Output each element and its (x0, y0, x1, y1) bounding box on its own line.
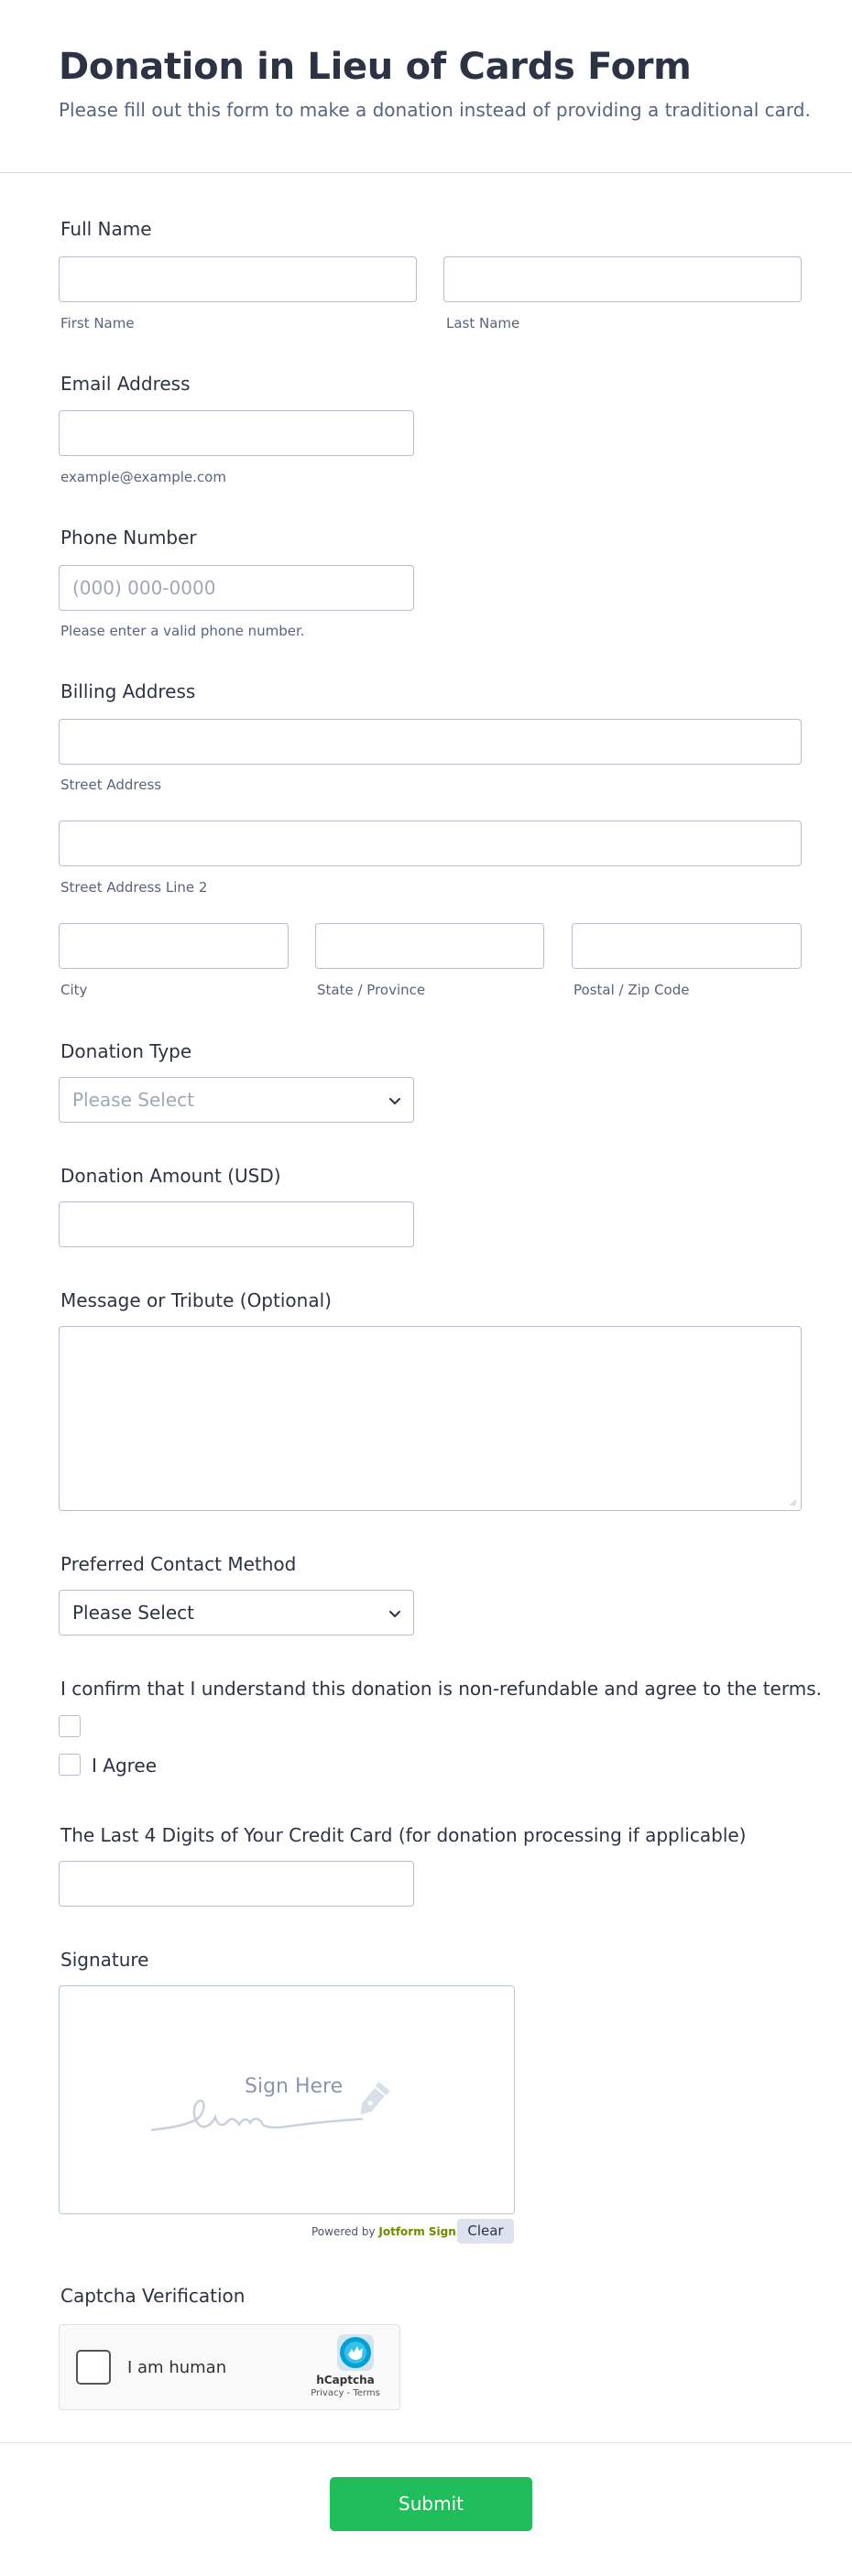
message-textarea[interactable] (59, 1326, 802, 1511)
email-sublabel: example@example.com (60, 469, 226, 485)
form-header (0, 0, 852, 173)
clear-signature-button[interactable]: Clear (457, 2219, 514, 2244)
hcaptcha-brand: hCaptcha (316, 2374, 375, 2386)
donation-amount-input[interactable] (59, 1201, 414, 1247)
phone-input[interactable] (59, 565, 414, 611)
hcaptcha-links[interactable]: Privacy - Terms (311, 2388, 380, 2398)
donation-type-value: Please Select (72, 1089, 194, 1111)
hcaptcha-logo-icon (337, 2334, 374, 2371)
state-sublabel: State / Province (317, 982, 426, 998)
full-name-label: Full Name (60, 218, 152, 240)
email-input[interactable] (59, 410, 414, 456)
phone-placeholder: (000) 000-0000 (72, 577, 216, 599)
zip-sublabel: Postal / Zip Code (573, 982, 690, 998)
resize-handle-icon[interactable] (788, 1497, 797, 1506)
terms-checkbox[interactable] (59, 1715, 81, 1737)
signature-placeholder: Sign Here (245, 2075, 344, 2098)
jotform-sign-link[interactable]: Jotform Sign (378, 2225, 456, 2238)
first-name-input[interactable] (59, 256, 417, 302)
donation-type-select[interactable] (59, 1077, 414, 1123)
credit-card-label: The Last 4 Digits of Your Credit Card (for donation processing if applicable) (60, 1824, 747, 1846)
agree-label: I Agree (92, 1755, 158, 1777)
footer-divider (0, 2442, 852, 2443)
signature-label: Signature (60, 1949, 149, 1971)
signature-pad[interactable] (59, 1985, 515, 2214)
city-sublabel: City (60, 982, 88, 998)
street-address-input[interactable] (59, 719, 802, 765)
page-subtitle: Please fill out this form to make a donation instead of providing a traditional card. (59, 99, 811, 121)
chevron-down-icon (388, 1606, 402, 1621)
agree-checkbox[interactable] (59, 1754, 81, 1776)
hcaptcha-widget (59, 2324, 400, 2410)
captcha-checkbox-label: I am human (127, 2358, 227, 2377)
terms-label: I confirm that I understand this donation is non-refundable and agree to the terms. (60, 1678, 822, 1700)
state-input[interactable] (315, 923, 544, 969)
last-name-input[interactable] (443, 256, 802, 302)
street-address-line2-sublabel: Street Address Line 2 (60, 879, 208, 896)
last-name-sublabel: Last Name (446, 315, 520, 332)
donation-type-label: Donation Type (60, 1040, 192, 1062)
contact-method-label: Preferred Contact Method (60, 1553, 297, 1575)
phone-label: Phone Number (60, 527, 197, 549)
powered-by-prefix: Powered by (311, 2225, 376, 2238)
contact-method-select[interactable] (59, 1590, 414, 1636)
billing-address-label: Billing Address (60, 680, 196, 702)
phone-sublabel: Please enter a valid phone number. (60, 623, 305, 639)
credit-card-input[interactable] (59, 1861, 414, 1907)
message-label: Message or Tribute (Optional) (60, 1289, 332, 1311)
page-title: Donation in Lieu of Cards Form (59, 46, 692, 88)
zip-input[interactable] (572, 923, 802, 969)
captcha-label: Captcha Verification (60, 2285, 246, 2307)
chevron-down-icon (388, 1093, 402, 1108)
captcha-checkbox[interactable] (76, 2350, 111, 2385)
donation-amount-label: Donation Amount (USD) (60, 1165, 281, 1187)
submit-button[interactable]: Submit (330, 2477, 532, 2531)
powered-by (311, 2225, 456, 2238)
first-name-sublabel: First Name (60, 315, 135, 332)
street-address-line2-input[interactable] (59, 821, 802, 866)
city-input[interactable] (59, 923, 289, 969)
street-address-sublabel: Street Address (60, 777, 162, 793)
email-label: Email Address (60, 373, 191, 395)
contact-method-value: Please Select (72, 1602, 194, 1624)
